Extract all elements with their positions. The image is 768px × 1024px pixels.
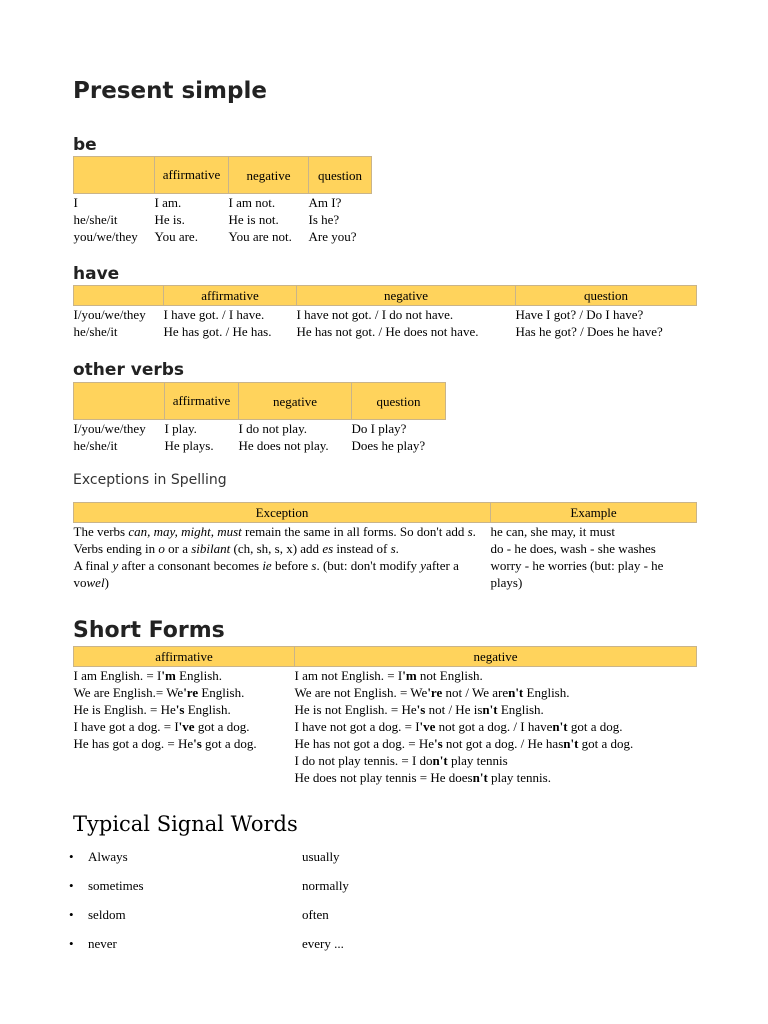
table-header-cell: affirmative [164,286,297,306]
table-row [74,557,697,591]
text-run: y [112,558,119,573]
text-run: He has not got a dog. = He [294,736,434,751]
table-header-cell: negative [239,383,352,420]
text-run: . [472,524,476,539]
contraction: 've [419,719,436,734]
signal-word: Always [88,849,128,864]
section-heading-have: have [73,264,120,284]
contraction: 'm [161,668,176,683]
text-run: A final [73,558,113,573]
text-run: I do not play tennis. = I do [294,753,433,768]
text-run: not English. [416,668,483,683]
table-cell: Do I play? [351,421,407,436]
negative-cell [295,752,697,769]
table-cell: Have I got? / Do I have? [515,307,644,322]
table-row [74,735,697,752]
table-cell: He plays. [164,438,214,453]
table-cell: He has got. / He has. [163,324,272,339]
table-row [74,701,697,718]
table-cell: I am not. [228,195,276,210]
affirmative-cell [74,701,295,718]
table-row [74,540,697,557]
table-header-cell: Example [491,503,697,523]
bullet-icon: • [69,878,74,893]
signal-word: often [302,907,329,922]
table-header-cell: question [516,286,697,306]
text-run: wel [86,575,105,590]
table-cell: You are. [154,229,198,244]
text-run: s [390,541,396,556]
contraction: 's [175,702,185,717]
section-heading-exceptions: Exceptions in Spelling [73,472,227,488]
table-cell: I have not got. / I do not have. [296,307,454,322]
text-run: He does not play tennis = He does [294,770,473,785]
table-row [74,752,697,769]
list-item [69,878,473,907]
text-run: not got a dog. / I have [435,719,553,734]
text-run: after a vo [73,558,459,590]
section-heading-short-forms: Short Forms [73,618,225,643]
text-run: . (but: don't modify [316,558,421,573]
table-cell: Am I? [308,195,342,210]
contraction: n't [563,736,579,751]
text-run: remain the same in all forms. So don't add [241,524,468,539]
text-run: not got a dog. / He has [442,736,564,751]
text-run: He is English. = He [73,702,176,717]
table-row [74,323,697,340]
table-header-cell [74,157,155,194]
exception-text [74,523,491,541]
be-table [73,156,372,245]
contraction: 're [427,685,443,700]
table-cell: I [73,195,78,210]
page-title: Present simple [73,78,267,104]
bullet-icon: • [69,907,74,922]
text-run: or a [164,541,192,556]
contraction: n't [508,685,524,700]
text-run: y [420,558,427,573]
table-row [74,194,372,212]
table-cell: Are you? [308,229,357,244]
affirmative-cell [74,667,295,685]
negative-cell [295,769,697,786]
contraction: n't [552,719,568,734]
table-row [74,684,697,701]
text-run: o [158,541,165,556]
bullet-icon: • [69,936,74,951]
text-run: ) [104,575,109,590]
table-header-cell: affirmative [165,383,239,420]
table-header-row [74,286,697,306]
text-run: not / We are [442,685,509,700]
contraction: 's [433,736,443,751]
affirmative-cell [74,718,295,735]
table-header-cell: Exception [74,503,491,523]
table-row [74,667,697,685]
table-row [74,769,697,786]
exceptions-table [73,502,697,591]
have-table [73,285,697,340]
table-cell: I/you/we/they [73,421,146,436]
text-run: can, may, might, must [128,524,242,539]
table-header-cell: negative [297,286,516,306]
table-cell: He has not got. / He does not have. [296,324,479,339]
contraction: 're [183,685,199,700]
text-run: Verbs ending in [73,541,159,556]
table-cell: Is he? [308,212,340,227]
signal-word: normally [302,878,349,893]
example-text: do - he does, wash - she washes [490,541,656,556]
text-run: English. [523,685,570,700]
list-item [69,936,473,965]
table-header-row [74,157,372,194]
section-heading-signal-words: Typical Signal Words [73,812,298,836]
text-run: . [395,541,399,556]
table-cell: He is not. [228,212,279,227]
table-row [74,718,697,735]
table-row [74,437,446,454]
table-header-cell: negative [229,157,309,194]
list-item [69,849,473,878]
table-header-cell [74,286,164,306]
negative-cell [295,667,697,685]
table-cell: he/she/it [73,324,118,339]
negative-cell [295,718,697,735]
example-text: worry - he worries (but: play - he plays) [490,558,664,590]
negative-cell [295,735,697,752]
text-run: We are not English. = We [294,685,428,700]
table-cell: he/she/it [73,212,118,227]
contraction: 's [193,736,202,751]
signal-words-list [69,849,473,965]
table-cell: You are not. [228,229,292,244]
table-header-cell [74,383,165,420]
text-run: The verbs [73,524,129,539]
text-run: I have not got a dog. = I [294,719,420,734]
text-run: got a dog. [567,719,623,734]
exception-text [74,557,491,591]
text-run: before [271,558,312,573]
section-heading-other-verbs: other verbs [73,360,185,380]
table-cell: I am. [154,195,182,210]
text-run: He has got a dog. = He [73,736,194,751]
table-row [74,420,446,438]
table-header-cell: affirmative [155,157,229,194]
signal-word: never [88,936,117,951]
table-header-row [74,503,697,523]
text-run: play tennis. [487,770,551,785]
table-cell: I do not play. [238,421,307,436]
affirmative-cell [74,735,295,752]
text-run: English. [175,668,223,683]
table-cell: He does not play. [238,438,329,453]
table-header-cell: negative [295,647,697,667]
contraction: 've [178,719,195,734]
short-forms-table [73,646,697,786]
text-run: English. [198,685,245,700]
text-run: es [322,541,334,556]
table-row [74,211,372,228]
text-run: got a dog. [194,719,250,734]
exception-text [74,540,491,557]
text-run: after a consonant becomes [118,558,263,573]
bullet-icon: • [69,849,74,864]
table-cell: I play. [164,421,197,436]
table-cell: I/you/we/they [73,307,146,322]
text-run: English. [497,702,544,717]
table-cell: he/she/it [73,438,118,453]
text-run: We are English.= We [73,685,184,700]
signal-word: sometimes [88,878,144,893]
text-run: s [467,524,473,539]
list-item [69,907,473,936]
table-header-cell: question [309,157,372,194]
contraction: 'm [402,668,417,683]
text-run: (ch, sh, s, x) add [230,541,323,556]
signal-word: seldom [88,907,126,922]
table-cell: He is. [154,212,185,227]
negative-cell [295,684,697,701]
example-text: he can, she may, it must [490,524,615,539]
text-run: play tennis [447,753,508,768]
text-run: ie [262,558,272,573]
text-run: He is not English. = He [294,702,417,717]
table-header-row [74,647,697,667]
table-header-cell: affirmative [74,647,295,667]
negative-cell [295,701,697,718]
text-run: instead of [333,541,391,556]
text-run: English. [184,702,231,717]
contraction: n't [482,702,498,717]
text-run: I am not English. = I [294,668,403,683]
affirmative-cell [74,684,295,701]
text-run: got a dog. [201,736,257,751]
text-run: I have got a dog. = I [73,719,179,734]
table-cell: Does he play? [351,438,426,453]
text-run: sibilant [191,541,231,556]
signal-word: usually [302,849,340,864]
text-run: s [311,558,317,573]
table-cell: you/we/they [73,229,138,244]
table-cell: Has he got? / Does he have? [515,324,663,339]
table-row [74,306,697,324]
table-row [74,228,372,245]
signal-word: every ... [302,936,344,951]
table-row [74,523,697,541]
text-run: I am English. = I [73,668,162,683]
table-header-cell: question [352,383,446,420]
text-run: got a dog. [578,736,634,751]
table-cell: I have got. / I have. [163,307,265,322]
affirmative-cell [74,769,295,786]
contraction: 's [416,702,426,717]
contraction: n't [432,753,448,768]
text-run: not / He is [425,702,483,717]
affirmative-cell [74,752,295,769]
other-verbs-table [73,382,446,454]
contraction: n't [472,770,488,785]
section-heading-be: be [73,135,97,155]
table-header-row [74,383,446,420]
